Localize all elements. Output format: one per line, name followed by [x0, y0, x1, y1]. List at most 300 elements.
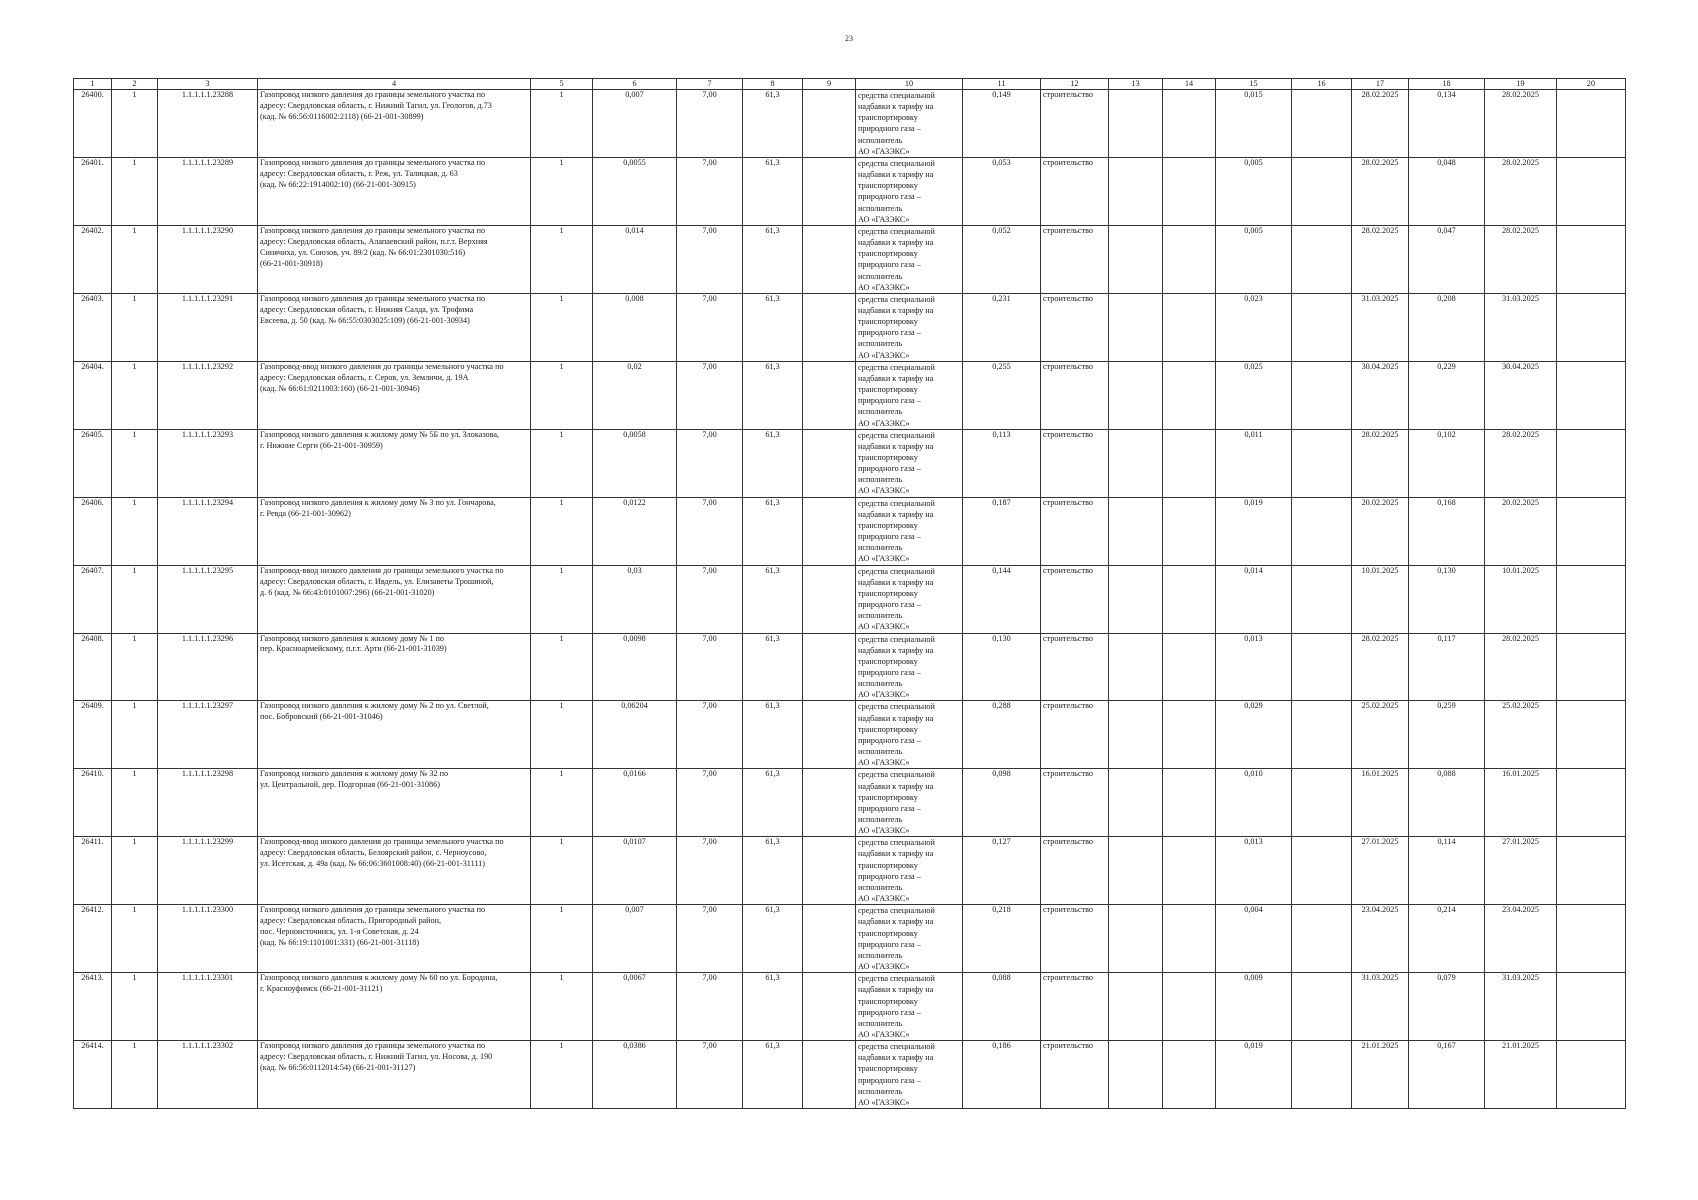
work-type: строительство [1041, 225, 1109, 293]
row-number: 26410. [74, 769, 112, 837]
length-km: 0,014 [593, 225, 677, 293]
cost-total: 0,187 [963, 497, 1041, 565]
funding-line: средства специальной [858, 158, 935, 168]
value-col-7: 7,00 [677, 633, 743, 701]
funding-source [856, 361, 963, 429]
empty-cell [1292, 1041, 1352, 1109]
funding-line: природного газа – [858, 735, 921, 745]
quantity: 1 [531, 361, 593, 429]
empty-cell [1109, 497, 1163, 565]
work-type: строительство [1041, 361, 1109, 429]
row-number: 26400. [74, 90, 112, 158]
column-number-header: 7 [677, 79, 743, 90]
date-col-17: 28.02.2025 [1352, 225, 1409, 293]
empty-cell [1292, 293, 1352, 361]
cost-total: 0,218 [963, 905, 1041, 973]
date-col-19: 27.01.2025 [1485, 837, 1557, 905]
empty-cell [1292, 701, 1352, 769]
row-number: 26411. [74, 837, 112, 905]
funding-line: средства специальной [858, 91, 935, 100]
value-col-7: 7,00 [677, 837, 743, 905]
count-cell: 1 [112, 429, 158, 497]
table-row [74, 225, 1626, 293]
funding-line: исполнитель [858, 679, 903, 689]
funding-line: средства специальной [858, 974, 935, 984]
description-line: адресу: Свердловская область, г. Нижний Тагил, ул. Носова, д. 190 [260, 1052, 493, 1062]
length-km: 0,02 [593, 361, 677, 429]
funding-line: АО «ГАЗЭКС» [858, 214, 910, 224]
length-km: 0,0058 [593, 429, 677, 497]
funding-line: надбавки к тарифу на [858, 849, 934, 859]
value-col-8: 61,3 [743, 90, 803, 158]
empty-cell [803, 90, 856, 158]
value-col-8: 61,3 [743, 225, 803, 293]
work-type: строительство [1041, 293, 1109, 361]
object-description [258, 769, 531, 837]
cost-col-15: 0,009 [1216, 973, 1292, 1041]
length-km: 0,06204 [593, 701, 677, 769]
empty-cell [1109, 701, 1163, 769]
funding-source [856, 1041, 963, 1109]
date-col-19: 16.01.2025 [1485, 769, 1557, 837]
cost-col-18: 0,079 [1409, 973, 1485, 1041]
cost-col-18: 0,259 [1409, 701, 1485, 769]
funding-line: транспортировку [858, 181, 918, 191]
object-code: 1.1.1.1.1.23292 [158, 361, 258, 429]
empty-cell [1109, 973, 1163, 1041]
table-row [74, 701, 1626, 769]
funding-line: надбавки к тарифу на [858, 781, 934, 791]
empty-cell [803, 157, 856, 225]
object-code: 1.1.1.1.1.23294 [158, 497, 258, 565]
quantity: 1 [531, 769, 593, 837]
date-col-19: 28.02.2025 [1485, 633, 1557, 701]
funding-source [856, 633, 963, 701]
date-col-19: 23.04.2025 [1485, 905, 1557, 973]
funding-line: надбавки к тарифу на [858, 985, 934, 995]
description-line: пос. Бобровский (66-21-001-31046) [260, 712, 383, 722]
funding-line: средства специальной [858, 634, 935, 644]
cost-col-15: 0,025 [1216, 361, 1292, 429]
description-line: (кад. № 66:56:0112014:54) (66-21-001-31127) [260, 1063, 416, 1073]
empty-cell [1557, 905, 1626, 973]
description-line: Газопровод низкого давления к жилому дому № 2 по ул. Светлой, [260, 701, 489, 711]
empty-cell [1163, 1041, 1216, 1109]
object-description [258, 837, 531, 905]
description-line: адресу: Свердловская область, Белоярский район, с. Черноусово, [260, 848, 487, 858]
date-col-19: 28.02.2025 [1485, 90, 1557, 158]
value-col-8: 61,3 [743, 633, 803, 701]
description-line: г. Красноуфимск (66-21-001-31121) [260, 984, 383, 994]
funding-line: исполнитель [858, 747, 903, 757]
column-number-header: 11 [963, 79, 1041, 90]
cost-total: 0,113 [963, 429, 1041, 497]
funding-source [856, 769, 963, 837]
funding-source [856, 565, 963, 633]
empty-cell [1292, 497, 1352, 565]
length-km: 0,008 [593, 293, 677, 361]
description-line: пос. Черноисточинск, ул. 1-я Советская, д. 24 [260, 927, 419, 937]
empty-cell [1163, 361, 1216, 429]
empty-cell [803, 1041, 856, 1109]
funding-line: АО «ГАЗЭКС» [858, 962, 910, 972]
date-col-17: 27.01.2025 [1352, 837, 1409, 905]
table-row [74, 429, 1626, 497]
value-col-8: 61,3 [743, 293, 803, 361]
funding-line: исполнитель [858, 339, 903, 349]
funding-line: исполнитель [858, 407, 903, 417]
cost-total: 0,255 [963, 361, 1041, 429]
value-col-8: 61,3 [743, 701, 803, 769]
value-col-7: 7,00 [677, 701, 743, 769]
cost-total: 0,231 [963, 293, 1041, 361]
object-description [258, 429, 531, 497]
work-type: строительство [1041, 769, 1109, 837]
cost-col-15: 0,029 [1216, 701, 1292, 769]
funding-line: средства специальной [858, 702, 935, 712]
empty-cell [1292, 429, 1352, 497]
description-line: Газопровод низкого давления до границы земельного участка по [260, 905, 486, 915]
empty-cell [1163, 633, 1216, 701]
funding-line: природного газа – [858, 1007, 921, 1017]
funding-line: природного газа – [858, 260, 921, 270]
funding-line: средства специальной [858, 1042, 935, 1052]
value-col-7: 7,00 [677, 1041, 743, 1109]
funding-line: исполнитель [858, 203, 903, 213]
empty-cell [1557, 1041, 1626, 1109]
funding-line: АО «ГАЗЭКС» [858, 826, 910, 836]
column-number-header: 13 [1109, 79, 1163, 90]
quantity: 1 [531, 633, 593, 701]
object-code: 1.1.1.1.1.23289 [158, 157, 258, 225]
object-description [258, 361, 531, 429]
description-line: ул. Исетская, д. 49а (кад. № 66:06:3601008:40) (66-21-001-31111) [260, 859, 485, 869]
table-body [74, 90, 1626, 1109]
cost-col-15: 0,015 [1216, 90, 1292, 158]
empty-cell [1557, 633, 1626, 701]
funding-line: природного газа – [858, 600, 921, 610]
row-number: 26405. [74, 429, 112, 497]
date-col-19: 10.01.2025 [1485, 565, 1557, 633]
funding-line: средства специальной [858, 430, 935, 440]
funding-line: транспортировку [858, 385, 918, 395]
empty-cell [1163, 973, 1216, 1041]
empty-cell [1557, 90, 1626, 158]
funding-line: АО «ГАЗЭКС» [858, 1097, 910, 1107]
count-cell: 1 [112, 1041, 158, 1109]
cost-total: 0,130 [963, 633, 1041, 701]
column-number-header: 18 [1409, 79, 1485, 90]
funding-line: исполнитель [858, 475, 903, 485]
length-km: 0,03 [593, 565, 677, 633]
empty-cell [1292, 837, 1352, 905]
date-col-17: 20.02.2025 [1352, 497, 1409, 565]
object-description [258, 225, 531, 293]
funding-line: АО «ГАЗЭКС» [858, 758, 910, 768]
funding-source [856, 497, 963, 565]
value-col-8: 61,3 [743, 837, 803, 905]
empty-cell [1163, 429, 1216, 497]
empty-cell [1557, 293, 1626, 361]
date-col-17: 28.02.2025 [1352, 157, 1409, 225]
empty-cell [1163, 90, 1216, 158]
empty-cell [1557, 225, 1626, 293]
cost-col-18: 0,168 [1409, 497, 1485, 565]
empty-cell [803, 497, 856, 565]
empty-cell [1163, 293, 1216, 361]
object-description [258, 157, 531, 225]
funding-line: АО «ГАЗЭКС» [858, 554, 910, 564]
empty-cell [1109, 157, 1163, 225]
empty-cell [1292, 973, 1352, 1041]
description-line: адресу: Свердловская область, г. Реж, ул. Талицкая, д. 63 [260, 168, 458, 178]
funding-line: исполнитель [858, 950, 903, 960]
count-cell: 1 [112, 157, 158, 225]
value-col-8: 61,3 [743, 1041, 803, 1109]
object-description [258, 973, 531, 1041]
empty-cell [1292, 90, 1352, 158]
empty-cell [803, 769, 856, 837]
value-col-8: 61,3 [743, 905, 803, 973]
funding-line: природного газа – [858, 667, 921, 677]
description-line: (кад. № 66:22:1914002:10) (66-21-001-30915) [260, 179, 416, 189]
column-number-header: 9 [803, 79, 856, 90]
funding-line: природного газа – [858, 124, 921, 134]
empty-cell [1557, 769, 1626, 837]
object-code: 1.1.1.1.1.23301 [158, 973, 258, 1041]
description-line: Евсеева, д. 50 (кад. № 66:55:0303025:109) (66-21-001-30934) [260, 315, 470, 325]
length-km: 0,0386 [593, 1041, 677, 1109]
table-row [74, 293, 1626, 361]
funding-line: природного газа – [858, 939, 921, 949]
empty-cell [1109, 633, 1163, 701]
empty-cell [803, 905, 856, 973]
description-line: Газопровод-ввод низкого давления до границы земельного участка по [260, 565, 504, 575]
row-number: 26412. [74, 905, 112, 973]
object-description [258, 565, 531, 633]
funding-line: средства специальной [858, 294, 935, 304]
object-description [258, 497, 531, 565]
cost-col-15: 0,011 [1216, 429, 1292, 497]
count-cell: 1 [112, 565, 158, 633]
empty-cell [1557, 701, 1626, 769]
empty-cell [1163, 565, 1216, 633]
empty-cell [1109, 1041, 1163, 1109]
empty-cell [1292, 769, 1352, 837]
cost-col-18: 0,102 [1409, 429, 1485, 497]
date-col-17: 28.02.2025 [1352, 429, 1409, 497]
column-number-row [74, 79, 1626, 90]
cost-total: 0,052 [963, 225, 1041, 293]
empty-cell [1109, 225, 1163, 293]
length-km: 0,0107 [593, 837, 677, 905]
object-description [258, 701, 531, 769]
date-col-17: 25.02.2025 [1352, 701, 1409, 769]
date-col-17: 23.04.2025 [1352, 905, 1409, 973]
funding-line: надбавки к тарифу на [858, 238, 934, 248]
empty-cell [1163, 769, 1216, 837]
count-cell: 1 [112, 361, 158, 429]
empty-cell [1109, 565, 1163, 633]
object-description [258, 1041, 531, 1109]
funding-line: АО «ГАЗЭКС» [858, 350, 910, 360]
funding-line: средства специальной [858, 498, 935, 508]
column-number-header: 6 [593, 79, 677, 90]
count-cell: 1 [112, 973, 158, 1041]
length-km: 0,0166 [593, 769, 677, 837]
funding-line: транспортировку [858, 792, 918, 802]
cost-col-15: 0,010 [1216, 769, 1292, 837]
date-col-17: 16.01.2025 [1352, 769, 1409, 837]
work-type: строительство [1041, 633, 1109, 701]
length-km: 0,0098 [593, 633, 677, 701]
date-col-19: 31.03.2025 [1485, 973, 1557, 1041]
funding-line: АО «ГАЗЭКС» [858, 622, 910, 632]
column-number-header: 4 [258, 79, 531, 90]
description-line: Газопровод низкого давления до границы земельного участка по [260, 293, 486, 303]
value-col-7: 7,00 [677, 565, 743, 633]
row-number: 26406. [74, 497, 112, 565]
funding-line: АО «ГАЗЭКС» [858, 894, 910, 904]
column-number-header: 14 [1163, 79, 1216, 90]
description-line: (66-21-001-30918) [260, 258, 323, 268]
cost-col-18: 0,130 [1409, 565, 1485, 633]
funding-line: надбавки к тарифу на [858, 305, 934, 315]
funding-line: АО «ГАЗЭКС» [858, 282, 910, 292]
funding-source [856, 157, 963, 225]
cost-col-18: 0,047 [1409, 225, 1485, 293]
row-number: 26409. [74, 701, 112, 769]
row-number: 26408. [74, 633, 112, 701]
funding-line: средства специальной [858, 566, 935, 576]
object-code: 1.1.1.1.1.23291 [158, 293, 258, 361]
funding-source [856, 90, 963, 158]
description-line: Газопровод-ввод низкого давления до границы земельного участка по [260, 361, 504, 371]
row-number: 26407. [74, 565, 112, 633]
cost-col-15: 0,013 [1216, 633, 1292, 701]
empty-cell [1557, 497, 1626, 565]
column-number-header: 16 [1292, 79, 1352, 90]
funding-line: транспортировку [858, 860, 918, 870]
description-line: адресу: Свердловская область, г. Ивдель, ул. Елизаветы Трошиной, [260, 576, 494, 586]
value-col-7: 7,00 [677, 225, 743, 293]
quantity: 1 [531, 973, 593, 1041]
quantity: 1 [531, 905, 593, 973]
funding-line: надбавки к тарифу на [858, 102, 934, 112]
funding-source [856, 701, 963, 769]
empty-cell [803, 225, 856, 293]
funding-line: исполнитель [858, 1086, 903, 1096]
cost-total: 0,088 [963, 973, 1041, 1041]
work-type: строительство [1041, 973, 1109, 1041]
quantity: 1 [531, 225, 593, 293]
description-line: адресу: Свердловская область, Пригородный район, [260, 916, 442, 926]
row-number: 26414. [74, 1041, 112, 1109]
funding-line: надбавки к тарифу на [858, 373, 934, 383]
date-col-17: 10.01.2025 [1352, 565, 1409, 633]
cost-col-15: 0,019 [1216, 497, 1292, 565]
row-number: 26404. [74, 361, 112, 429]
description-line: ул. Центральной, дер. Подгорная (66-21-001-31086) [260, 780, 440, 790]
object-code: 1.1.1.1.1.23290 [158, 225, 258, 293]
cost-col-15: 0,019 [1216, 1041, 1292, 1109]
cost-total: 0,098 [963, 769, 1041, 837]
funding-line: транспортировку [858, 656, 918, 666]
empty-cell [803, 429, 856, 497]
object-code: 1.1.1.1.1.23299 [158, 837, 258, 905]
empty-cell [803, 293, 856, 361]
quantity: 1 [531, 90, 593, 158]
column-number-header: 20 [1557, 79, 1626, 90]
count-cell: 1 [112, 225, 158, 293]
value-col-7: 7,00 [677, 497, 743, 565]
description-line: г. Нижние Серги (66-21-001-30959) [260, 440, 383, 450]
funding-line: средства специальной [858, 838, 935, 848]
funding-source [856, 837, 963, 905]
description-line: Газопровод низкого давления к жилому дому № 1 по [260, 633, 445, 643]
empty-cell [803, 565, 856, 633]
empty-cell [1109, 293, 1163, 361]
value-col-7: 7,00 [677, 361, 743, 429]
empty-cell [1109, 769, 1163, 837]
empty-cell [1109, 90, 1163, 158]
object-code: 1.1.1.1.1.23295 [158, 565, 258, 633]
description-line: Газопровод-ввод низкого давления до границы земельного участка по [260, 837, 504, 847]
empty-cell [803, 633, 856, 701]
cost-col-18: 0,167 [1409, 1041, 1485, 1109]
empty-cell [1292, 225, 1352, 293]
cost-col-18: 0,117 [1409, 633, 1485, 701]
cost-col-18: 0,114 [1409, 837, 1485, 905]
empty-cell [1557, 973, 1626, 1041]
funding-line: средства специальной [858, 362, 935, 372]
description-line: Газопровод низкого давления до границы земельного участка по [260, 157, 486, 167]
funding-line: природного газа – [858, 871, 921, 881]
value-col-8: 61,3 [743, 497, 803, 565]
object-code: 1.1.1.1.1.23288 [158, 90, 258, 158]
funding-line: транспортировку [858, 996, 918, 1006]
date-col-19: 21.01.2025 [1485, 1041, 1557, 1109]
page-number: 23 [845, 34, 853, 43]
cost-col-15: 0,005 [1216, 157, 1292, 225]
count-cell: 1 [112, 769, 158, 837]
object-code: 1.1.1.1.1.23298 [158, 769, 258, 837]
funding-line: надбавки к тарифу на [858, 509, 934, 519]
description-line: Газопровод низкого давления до границы земельного участка по [260, 1041, 486, 1051]
work-type: строительство [1041, 837, 1109, 905]
cost-col-18: 0,229 [1409, 361, 1485, 429]
length-km: 0,007 [593, 90, 677, 158]
description-line: Синячиха, ул. Союзов, уч. 89/2 (кад. № 66:01:2301030:516) [260, 247, 466, 257]
quantity: 1 [531, 565, 593, 633]
column-number-header: 8 [743, 79, 803, 90]
empty-cell [1557, 565, 1626, 633]
empty-cell [1163, 701, 1216, 769]
column-number-header: 19 [1485, 79, 1557, 90]
empty-cell [1109, 429, 1163, 497]
funding-line: транспортировку [858, 317, 918, 327]
funding-line: природного газа – [858, 803, 921, 813]
description-line: адресу: Свердловская область, Алапаевский район, п.г.т. Верхняя [260, 236, 488, 246]
cost-total: 0,149 [963, 90, 1041, 158]
cost-col-15: 0,005 [1216, 225, 1292, 293]
date-col-19: 31.03.2025 [1485, 293, 1557, 361]
funding-line: исполнитель [858, 611, 903, 621]
column-number-header: 3 [158, 79, 258, 90]
table-row [74, 1041, 1626, 1109]
quantity: 1 [531, 837, 593, 905]
description-line: адресу: Свердловская область, г. Нижняя Салда, ул. Трофима [260, 304, 474, 314]
